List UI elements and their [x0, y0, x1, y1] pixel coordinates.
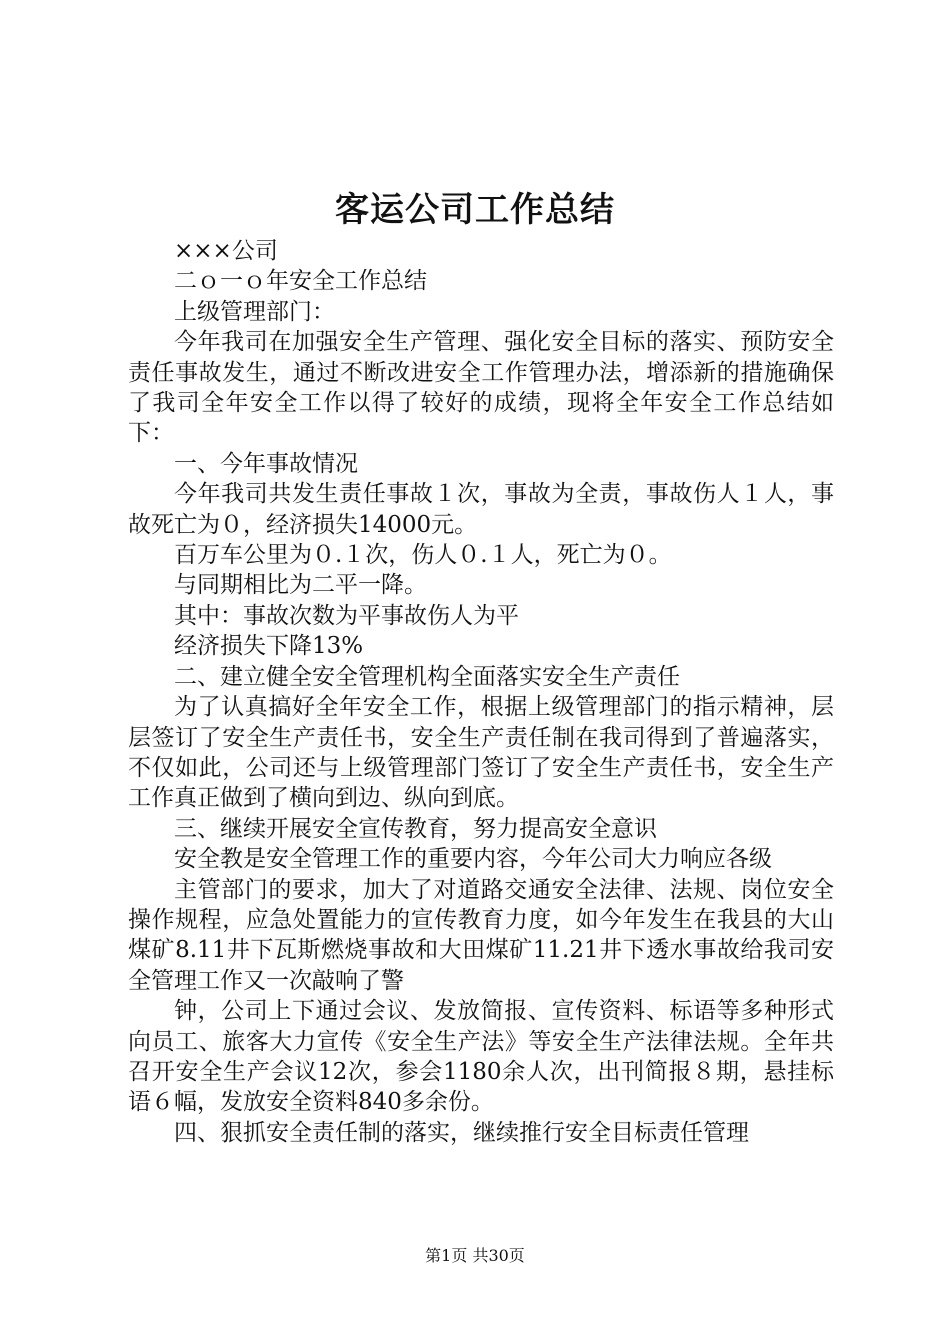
paragraph-loss: 经济损失下降13% — [174, 633, 364, 660]
paragraph-addressee: 上级管理部门： — [174, 298, 335, 325]
section-heading-4: 四、狠抓安全责任制的落实，继续推行安全目标责任管理 — [174, 1119, 749, 1146]
paragraph-company: ×××公司 — [174, 238, 278, 264]
section-heading-1: 一、今年事故情况 — [174, 450, 358, 477]
page-number-footer: 第1页 共30页 — [425, 1246, 525, 1265]
paragraph-education-3: 钟，公司上下通过会议、发放简报、宣传资料、标语等多种形式向员工、旅客大力宣传《安全生产法》等安全生产法律法规。全年共召开安全生产会议12次，参会1180余人次，出刊简报８期，悬挂标语６幅，发放安全资料840多余份。 — [128, 998, 834, 1116]
paragraph-responsibility: 为了认真搞好全年安全工作，根据上级管理部门的指示精神，层层签订了安全生产责任书，安全生产责任制在我司得到了普遍落实，不仅如此，公司还与上级管理部门签订了安全生产责任书，安全生产工作真正做到了横向到边、纵向到底。 — [128, 694, 834, 812]
paragraph-per-million-km: 百万车公里为０.１次，伤人０.１人，死亡为０。 — [174, 542, 672, 569]
paragraph-accidents: 今年我司共发生责任事故１次，事故为全责，事故伤人１人，事故死亡为０，经济损失14000元。 — [128, 481, 834, 538]
paragraph-education-1: 安全教是安全管理工作的重要内容，今年公司大力响应各级 — [174, 846, 772, 873]
section-heading-3: 三、继续开展安全宣传教育，努力提高安全意识 — [174, 815, 657, 842]
document-body — [128, 236, 834, 1148]
paragraph-comparison: 与同期相比为二平一降。 — [174, 572, 427, 599]
paragraph-education-2: 主管部门的要求，加大了对道路交通安全法律、法规、岗位安全操作规程，应急处置能力的宣传教育力度，如今年发生在我县的大山煤矿8.11井下瓦斯燃烧事故和大田煤矿11.21井下透水事故给我司安全管理工作又一次敲响了警 — [128, 876, 834, 994]
section-heading-2: 二、建立健全安全管理机构全面落实安全生产责任 — [174, 663, 680, 690]
paragraph-subtitle: 二ｏ一ｏ年安全工作总结 — [174, 268, 427, 295]
paragraph-intro: 今年我司在加强安全生产管理、强化安全目标的落实、预防安全责任事故发生，通过不断改进安全工作管理办法，增添新的措施确保了我司全年安全工作以得了较好的成绩，现将全年安全工作总结如下： — [128, 329, 834, 447]
document-title: 客运公司工作总结 — [335, 190, 615, 230]
paragraph-detail: 其中：事故次数为平事故伤人为平 — [174, 602, 519, 629]
